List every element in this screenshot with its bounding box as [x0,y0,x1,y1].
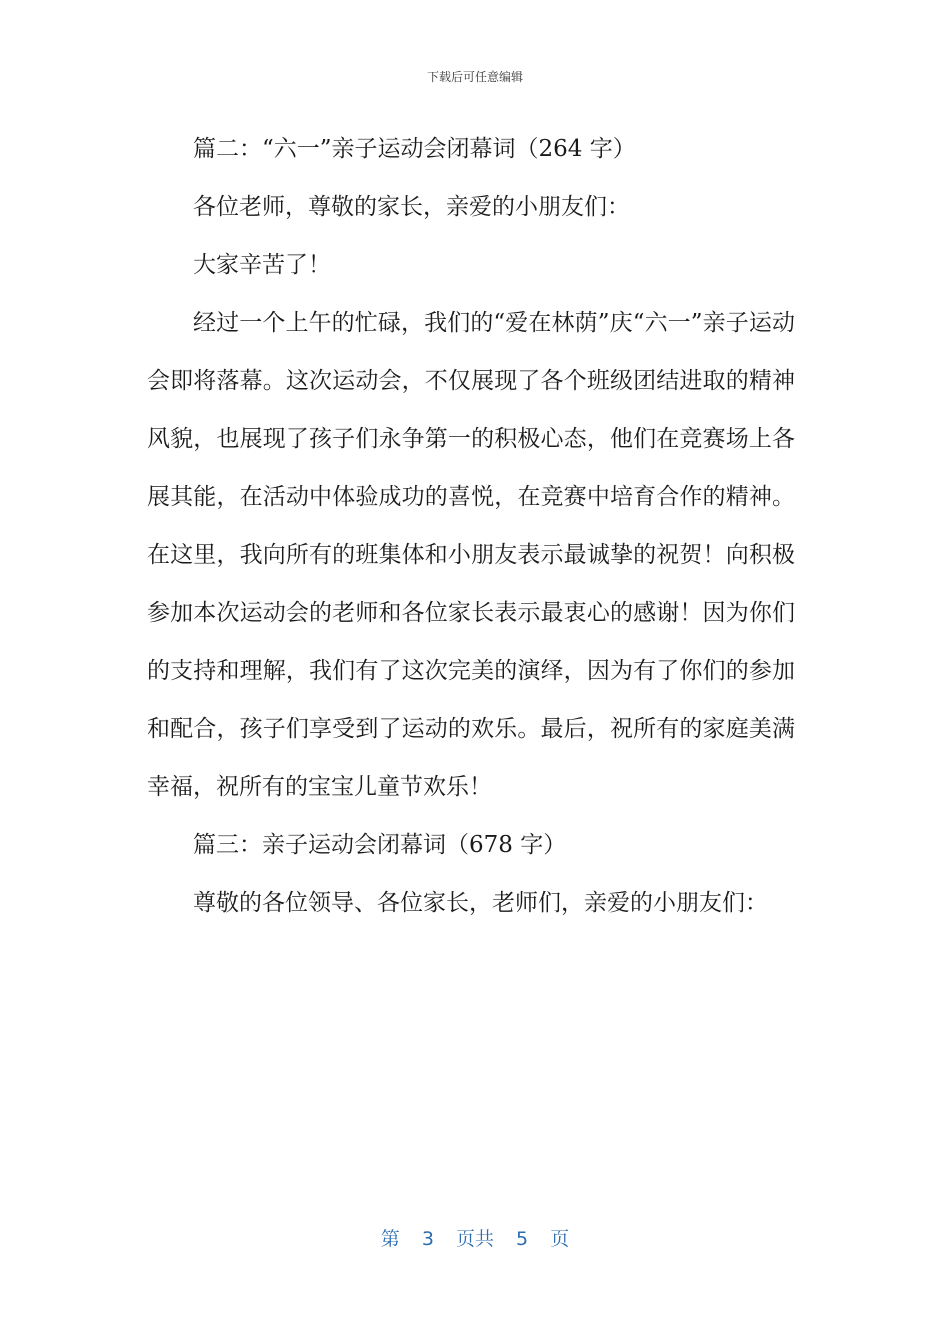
page-label-suffix: 页 [550,1228,570,1250]
current-page-number: 3 [421,1228,434,1250]
section-heading-3: 篇三：亲子运动会闭幕词（678 字） [193,832,567,858]
page-label-prefix: 第 [380,1228,400,1250]
page-footer [0,1224,950,1251]
total-pages-number: 5 [516,1228,529,1250]
page-label-mid: 页共 [455,1228,494,1250]
salutation-3: 尊敬的各位领导、各位家长，老师们，亲爱的小朋友们： [193,890,768,916]
document-body [147,120,795,932]
section-heading-2: 篇二：“六一”亲子运动会闭幕词（264 字） [193,136,636,162]
body-paragraph-2: 经过一个上午的忙碌，我们的“爱在林荫”庆“六一”亲子运动会即将落幕。这次运动会，不仅展现了各个班级团结进取的精神风貌，也展现了孩子们永争第一的积极心态，他们在竞赛场上各展其能，在活动中体验成功的喜悦，在竞赛中培育合作的精神。在这里，我向所有的班集体和小朋友表示最诚挚的祝贺！向积极参加本次运动会的老师和各位家长表示最衷心的感谢！因为你们的支持和理解，我们有了这次完美的演绎，因为有了你们的参加和配合，孩子们享受到了运动的欢乐。最后，祝所有的家庭美满幸福，祝所有的宝宝儿童节欢乐！ [147,310,795,800]
salutation-2: 各位老师，尊敬的家长，亲爱的小朋友们： [193,194,630,220]
greeting-2: 大家辛苦了！ [193,252,331,278]
header-note: 下载后可任意编辑 [426,70,523,84]
